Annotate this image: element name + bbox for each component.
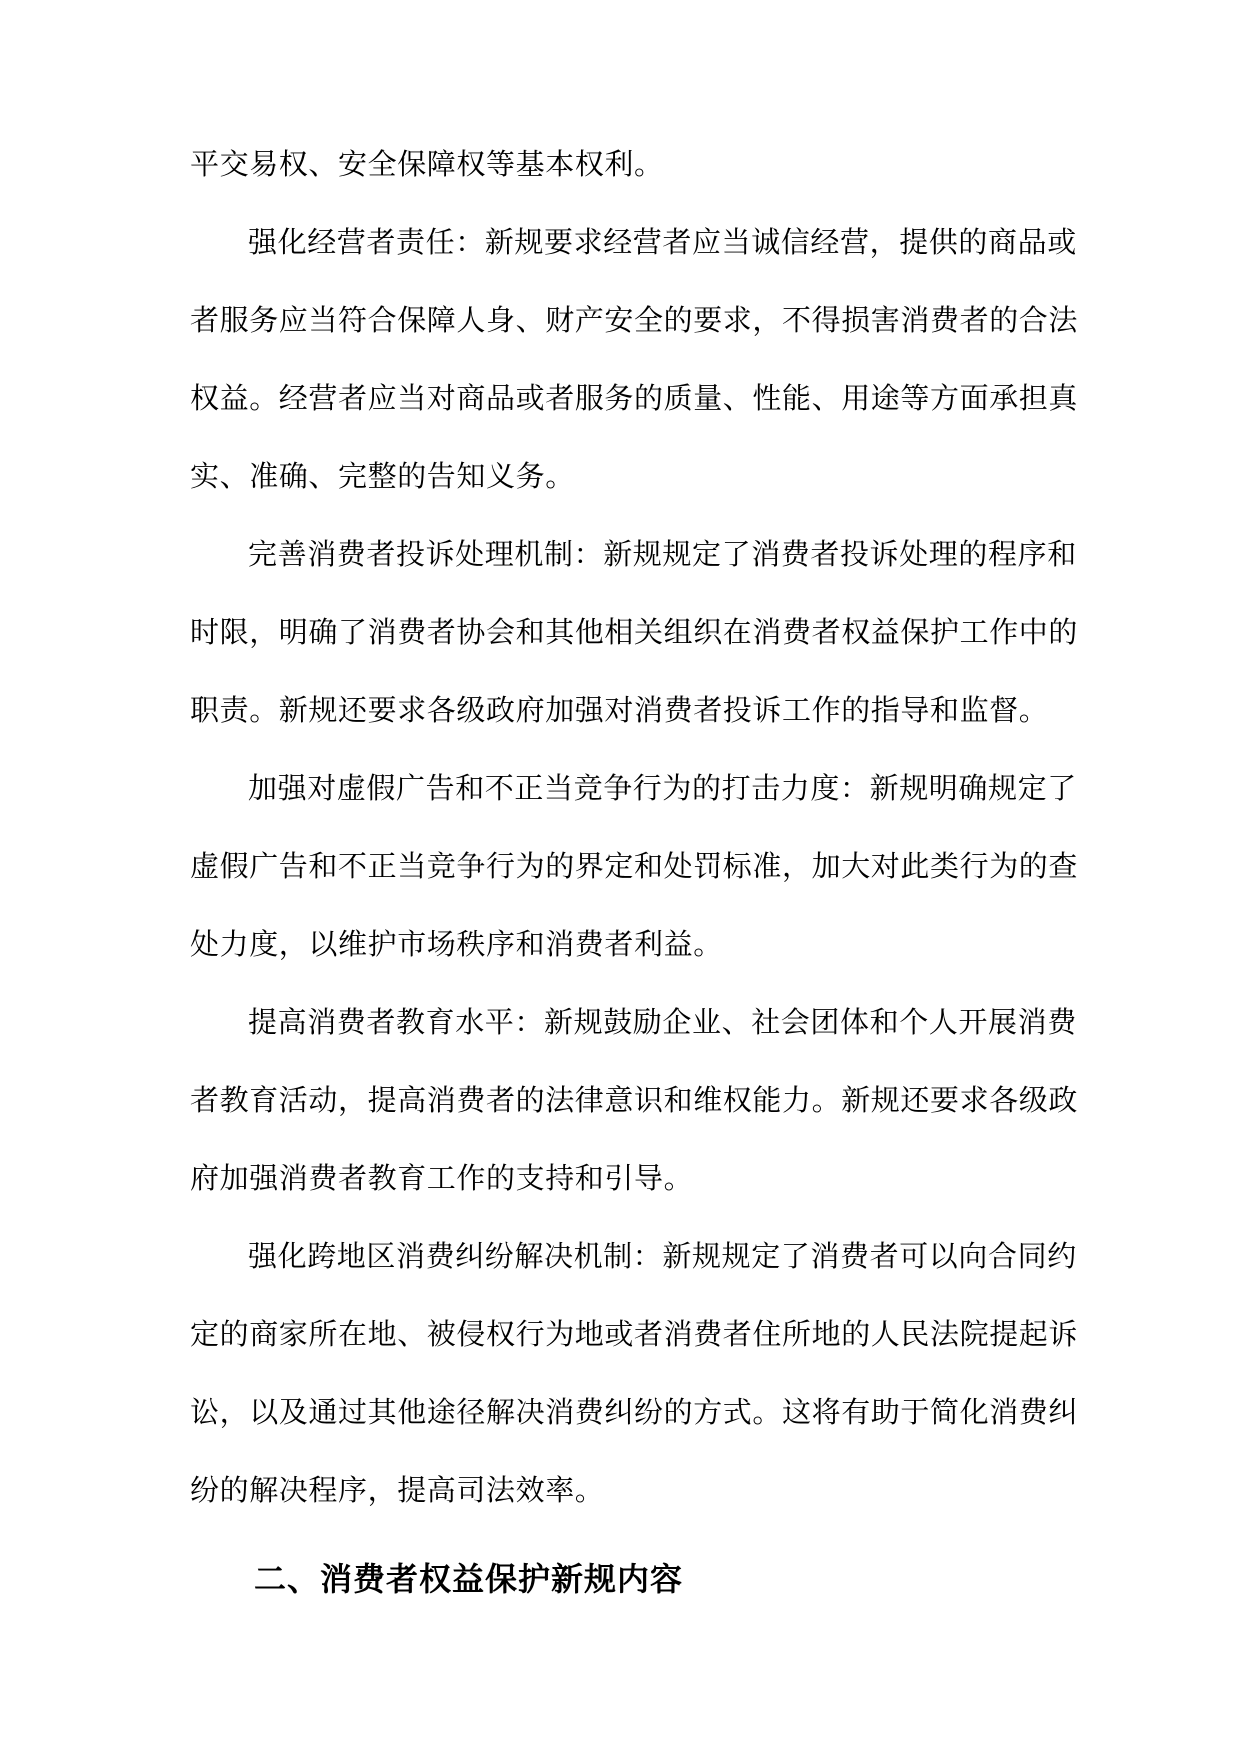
paragraph-line: 时限，明确了消费者协会和其他相关组织在消费者权益保护工作中的 [190,615,1079,649]
paragraph-line: 完善消费者投诉处理机制：新规规定了消费者投诉处理的程序和 [248,537,1077,571]
paragraph-line: 平交易权、安全保障权等基本权利。 [190,147,664,181]
paragraph-line: 者服务应当符合保障人身、财产安全的要求，不得损害消费者的合法 [190,303,1079,337]
paragraph-line: 实、准确、完整的告知义务。 [190,459,575,493]
paragraph-line: 强化跨地区消费纠纷解决机制：新规规定了消费者可以向合同约 [248,1239,1077,1273]
paragraph-line: 虚假广告和不正当竞争行为的界定和处罚标准，加大对此类行为的查 [190,849,1079,883]
paragraph-line: 权益。经营者应当对商品或者服务的质量、性能、用途等方面承担真 [190,381,1079,415]
paragraph-line: 处力度，以维护市场秩序和消费者利益。 [190,927,723,961]
paragraph-line: 府加强消费者教育工作的支持和引导。 [190,1161,694,1195]
section-heading: 二、消费者权益保护新规内容 [254,1560,684,1598]
paragraph-line: 纷的解决程序，提高司法效率。 [190,1473,605,1507]
paragraph-line: 定的商家所在地、被侵权行为地或者消费者住所地的人民法院提起诉 [190,1317,1079,1351]
paragraph-line: 提高消费者教育水平：新规鼓励企业、社会团体和个人开展消费 [248,1005,1077,1039]
paragraph-line: 加强对虚假广告和不正当竞争行为的打击力度：新规明确规定了 [248,771,1077,805]
paragraph-line: 强化经营者责任：新规要求经营者应当诚信经营，提供的商品或 [248,225,1077,259]
paragraph-line: 者教育活动，提高消费者的法律意识和维权能力。新规还要求各级政 [190,1083,1079,1117]
paragraph-line: 讼，以及通过其他途径解决消费纠纷的方式。这将有助于简化消费纠 [190,1395,1079,1429]
paragraph-line: 职责。新规还要求各级政府加强对消费者投诉工作的指导和监督。 [190,693,1049,727]
